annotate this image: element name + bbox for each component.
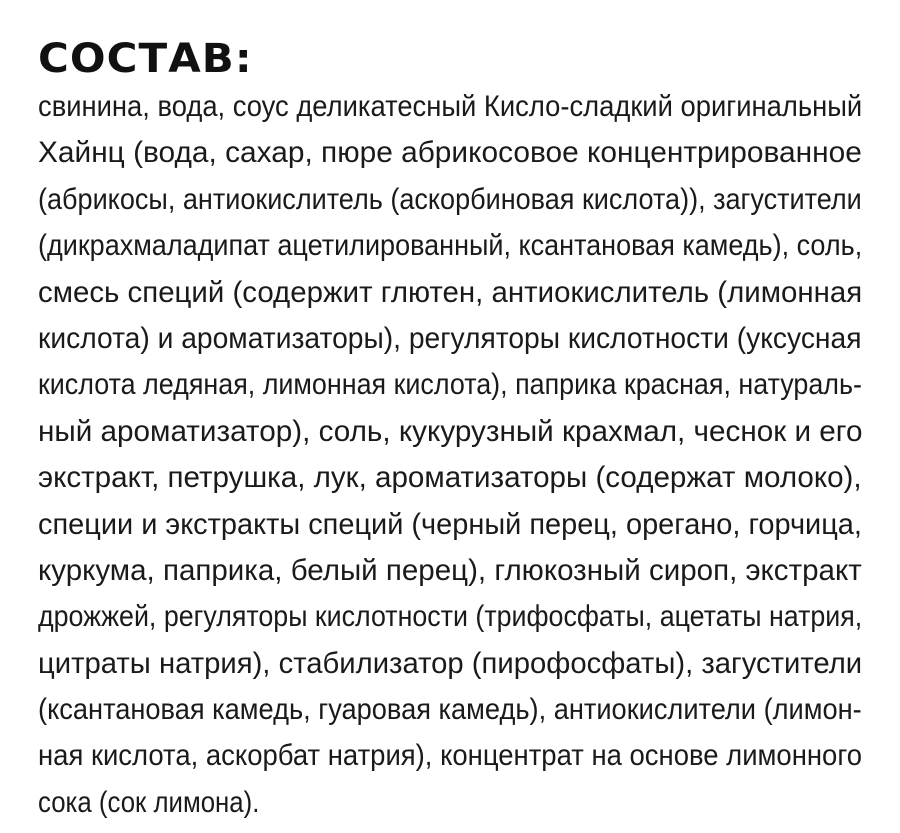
ingredients-line <box>38 502 862 548</box>
ingredients-line-text: (абрикосы, антиокислитель (аскорбиновая кислота)), загустители <box>38 182 862 216</box>
ingredients-line <box>38 223 862 269</box>
ingredients-line-text: ный ароматизатор), соль, кукурузный крахмал, чеснок и его <box>38 414 862 448</box>
ingredients-line-text: кислота ледяная, лимонная кислота), паприка красная, натураль- <box>38 368 862 402</box>
ingredients-line <box>38 594 862 640</box>
ingredients-text <box>38 84 862 826</box>
ingredients-line-text: специи и экстракты специй (черный перец, орегано, горчица, <box>38 507 862 541</box>
ingredients-line <box>38 362 862 408</box>
ingredients-line <box>38 84 862 130</box>
ingredients-line-text: (дикрахмаладипат ацетилированный, ксантановая камедь), соль, <box>38 229 862 263</box>
ingredients-line <box>38 409 862 455</box>
ingredients-line-text: свинина, вода, соус деликатесный Кисло-сладкий оригинальный <box>38 90 862 123</box>
ingredients-line-text: кислота) и ароматизаторы), регуляторы кислотности (уксусная <box>38 321 862 355</box>
ingredients-line-text: ная кислота, аскорбат натрия), концентрат на основе лимонного <box>38 739 862 773</box>
ingredients-line <box>38 641 862 687</box>
ingredients-line <box>38 733 862 779</box>
ingredients-line <box>38 316 862 362</box>
ingredients-line-text: (ксантановая камедь, гуаровая камедь), антиокислители (лимон- <box>38 693 862 727</box>
ingredients-line-text: смесь специй (содержит глютен, антиокислитель (лимонная <box>38 275 862 309</box>
ingredients-line-text: экстракт, петрушка, лук, ароматизаторы (содержат молоко), <box>38 461 862 495</box>
ingredients-line-text: куркума, паприка, белый перец), глюкозный сироп, экстракт <box>38 553 862 587</box>
ingredients-line <box>38 780 862 826</box>
ingredients-line <box>38 455 862 501</box>
ingredients-line <box>38 270 862 316</box>
ingredients-line <box>38 548 862 594</box>
ingredients-line-text: цитраты натрия), стабилизатор (пирофосфаты), загустители <box>38 646 862 680</box>
ingredients-line-text: сока (сок лимона). <box>38 785 260 819</box>
ingredients-line <box>38 130 862 176</box>
ingredients-line <box>38 687 862 733</box>
ingredients-heading: СОСТАВ: <box>38 36 253 82</box>
ingredients-line-text: Хайнц (вода, сахар, пюре абрикосовое концентрированное <box>38 136 862 170</box>
ingredients-line-text: дрожжей, регуляторы кислотности (трифосфаты, ацетаты натрия, <box>38 600 862 634</box>
ingredients-line <box>38 177 862 223</box>
